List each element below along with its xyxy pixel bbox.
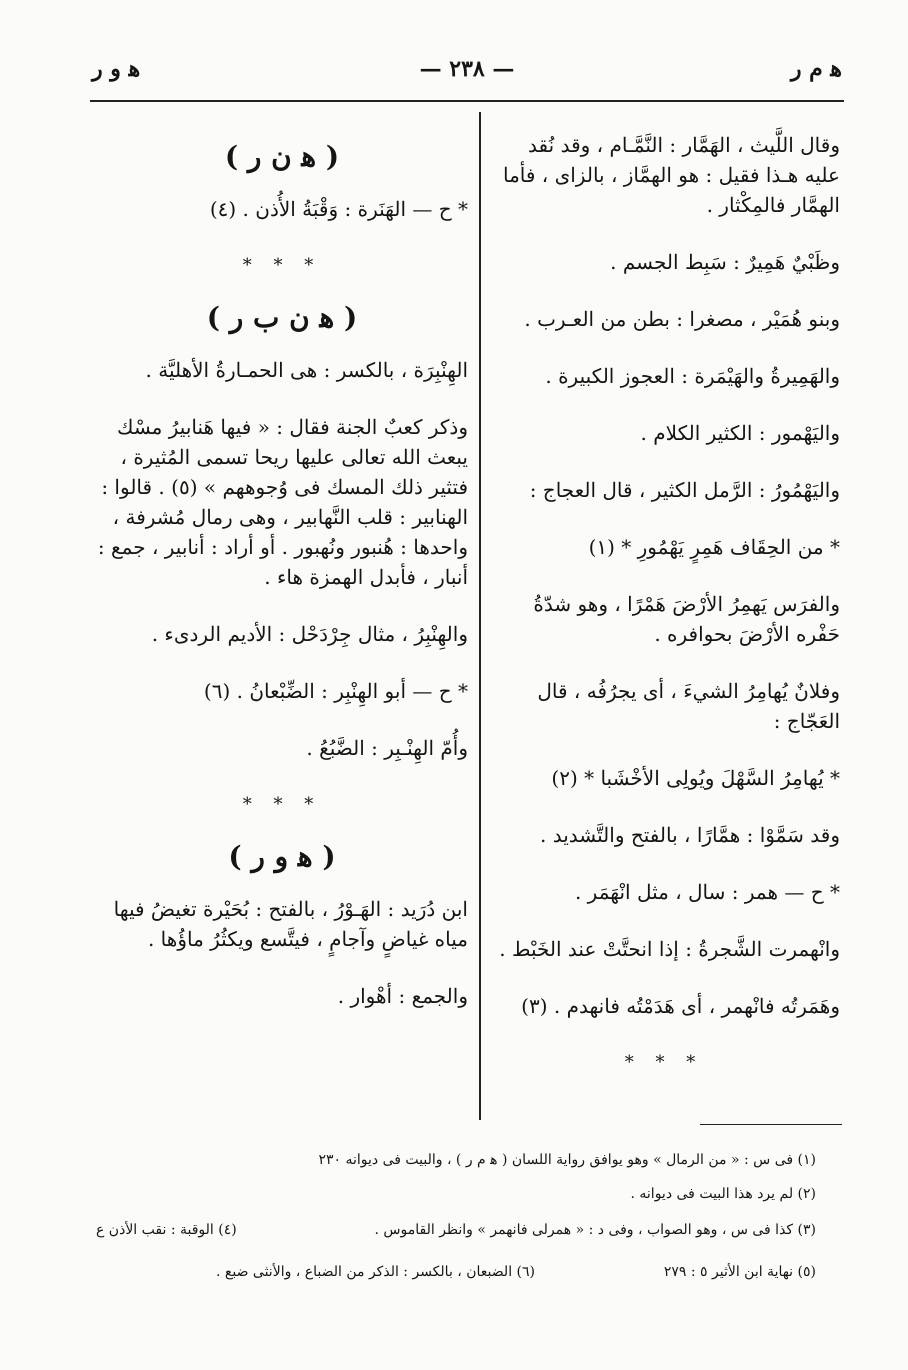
- entry-paragraph: الهِنْبِرَة ، بالكسر : هى الحمـارةُ الأهليَّة .: [145, 358, 468, 382]
- section-separator: * * *: [624, 1052, 704, 1073]
- entry-paragraph: والهَمِيرةُ والهَيْمَرة : العجوز الكبيرة .: [545, 364, 840, 388]
- root-heading: ( ﻫ و ر ): [228, 840, 336, 873]
- entry-paragraph: والهِنْبِرُ ، مثال جِرْدَحْل : الأديم الردىء .: [151, 622, 468, 646]
- entry-paragraph: وأُمّ الهِنْـبِر : الضَّبُعُ .: [306, 736, 468, 760]
- entry-paragraph: وقد سَمَّوْا : همَّارًا ، بالفتح والتَّشديد .: [540, 823, 840, 847]
- left-column: [96, 130, 468, 1038]
- footnote-3: (٣) كذا فى س ، وهو الصواب ، وفى د : « همرلى فانهمر » وانظر القاموس .: [374, 1222, 816, 1238]
- footnote-1: (١) فى س : « من الرمال » وهو يوافق رواية اللسان ( ﻫ م ر ) ، والبيت فى ديوانه ٢٣٠: [318, 1152, 816, 1168]
- entry-paragraph: وذكر كعبٌ الجنة فقال : « فيها هَنابيرُ مسْك يبعث الله تعالى عليها ريحا تسمى المُثيرة ، فتثير ذلك المسك فى وُجوههم » (٥) . قالوا : الهنابير : قلب النَّهابير ، وهى رمال مُشرفة ، واحدها : هُنبور ونُهبور . أو أراد : أنابير ، جمع : أنبار ، فأبدل الهمزة هاء .: [97, 415, 468, 589]
- entry-paragraph: ابن دُرَيد : الهَـوْرُ ، بالفتح : بُحَيْرة تغيضُ فيها مياه غياضٍ وآجامٍ ، فيتَّسع ويكثُرُ ماؤُها .: [113, 897, 468, 951]
- entry-paragraph: واليَهْمُورُ : الرَّمل الكثير ، قال العجاج :: [529, 478, 840, 502]
- header-root-left: ﻫ و ر: [92, 56, 141, 82]
- footnote-2: (٢) لم يرد هذا البيت فى ديوانه .: [630, 1186, 816, 1202]
- entry-paragraph: وظَبْيٌ هَمِيرٌ : سَبِط الجسم .: [610, 250, 840, 274]
- header-rule: [90, 100, 844, 102]
- entry-paragraph: واليَهْمور : الكثير الكلام .: [640, 421, 840, 445]
- entry-paragraph: وهَمَرتُه فانْهمر ، أى هَدَمْتُه فانهدم . (٣): [521, 994, 840, 1018]
- page-header: [92, 56, 842, 96]
- entry-paragraph: وقال اللَّيث ، الهَمَّار : النَّمَّـام ، وقد نُقد عليه هـذا فقيل : هو الهمَّاز ، بالزاى ، فأما الهمَّار فالمِكْثار .: [502, 133, 840, 217]
- entry-paragraph: والجمع : أهْوار .: [337, 984, 468, 1008]
- column-divider: [479, 112, 481, 1120]
- root-heading: ( ﻫ ن ب ر ): [206, 301, 358, 334]
- footnote-rule: [700, 1124, 842, 1125]
- entry-paragraph: * ح — همر : سال ، مثل انْهَمَر .: [574, 880, 840, 904]
- verse-line: * يُهامِرُ السَّهْلَ ويُولِى الأخْشَبا * (٢): [551, 766, 840, 790]
- entry-paragraph: وبنو هُمَيْر ، مصغرا : بطن من العـرب .: [524, 307, 840, 331]
- section-separator: * * *: [242, 794, 322, 815]
- entry-paragraph: وفلانٌ يُهامِرُ الشيءَ ، أى يجرُفُه ، قال العَجّاج :: [537, 679, 840, 733]
- verse-line: * من الحِقَاف هَمِرٍ يَهْمُورِ * (١): [588, 535, 840, 559]
- footnote-4: (٤) الوقبة : نقب الأذن ع: [96, 1222, 237, 1238]
- entry-paragraph: * ح — أبو الهِنْبِر : الضِّبْعانُ . (٦): [203, 679, 468, 703]
- section-separator: * * *: [242, 255, 322, 276]
- right-column: [488, 130, 840, 1100]
- entry-paragraph: * ح — الهَنَرة : وَقْبَةُ الأُذن . (٤): [209, 197, 468, 221]
- footnote-6: (٦) الضبعان ، بالكسر : الذكر من الضباع ، والأنثى ضبع .: [216, 1264, 535, 1280]
- entry-paragraph: وانْهمرت الشَّجرةُ : إذا انحتَّتْ عند الخَبْط .: [499, 937, 840, 961]
- footnote-5: (٥) نهاية ابن الأثير ٥ : ٢٧٩: [663, 1264, 816, 1280]
- header-root-right: ﻫ م ر: [790, 56, 842, 82]
- root-heading: ( ﻫ ن ر ): [224, 140, 340, 173]
- entry-paragraph: والفرَس يَهمِرُ الأرْضَ هَمْرًا ، وهو شدّةُ حَفْره الأرْضَ بحوافره .: [533, 592, 840, 646]
- page-number: — ٢٣٨ —: [419, 56, 515, 82]
